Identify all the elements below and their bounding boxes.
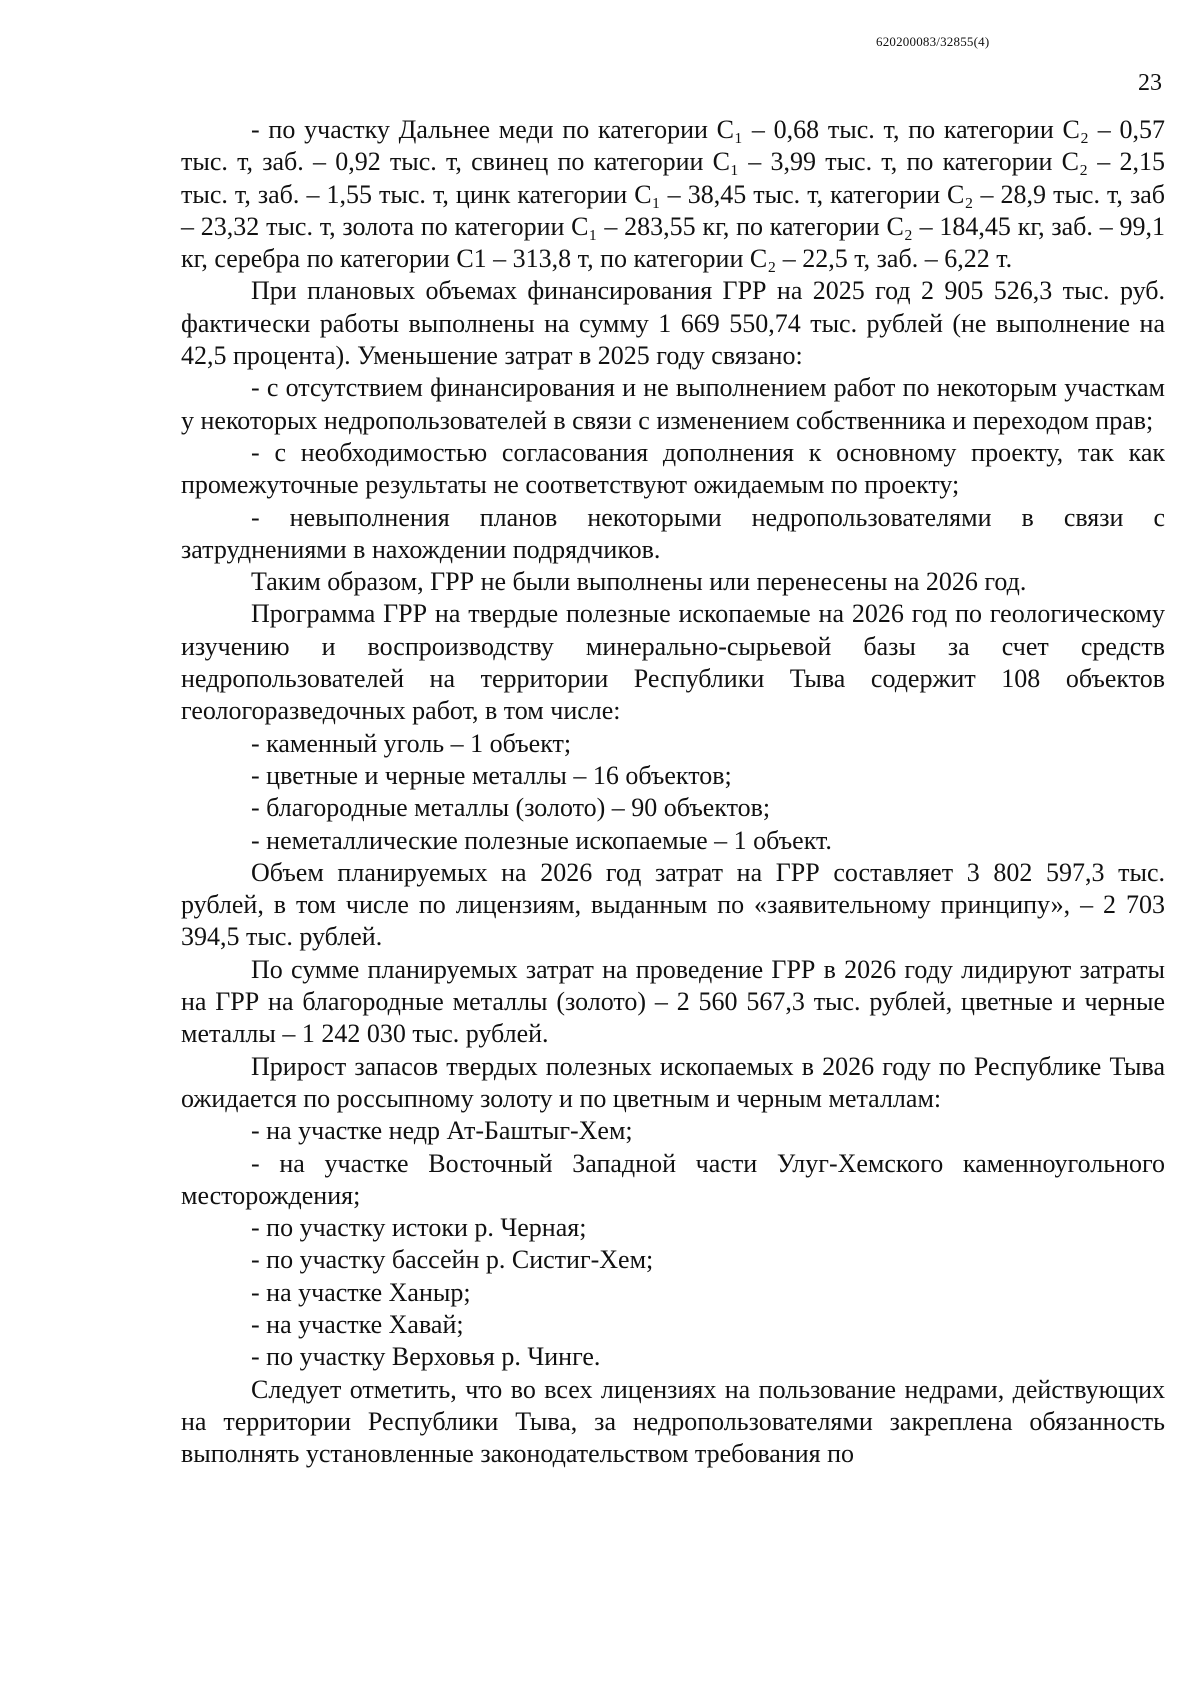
paragraph-reserve-growth: Прирост запасов твердых полезных ископаемых в 2026 году по Республике Тыва ожидается по россыпному золоту и по цветным и черным металлам:	[181, 1051, 1165, 1113]
list-item-ulug-khem: - на участке Восточный Западной части Улуг-Хемского каменноугольного месторождения;	[181, 1148, 1165, 1210]
page-number: 23	[1138, 70, 1162, 96]
list-item-coal: - каменный уголь – 1 объект;	[251, 728, 572, 758]
list-item-chinge: - по участку Верховья р. Чинге.	[251, 1342, 601, 1372]
list-item-at-bashtyg-khem: - на участке недр Ат-Баштыг-Хем;	[251, 1116, 633, 1146]
list-item-khanyr: - на участке Ханыр;	[251, 1277, 471, 1307]
list-item-no-financing: - с отсутствием финансирования и не выполнением работ по некоторым участкам у некоторых недропользователей в связи с изменением собственника и переходом прав;	[181, 373, 1165, 435]
paragraph-program-2026: Программа ГРР на твердые полезные ископаемые на 2026 год по геологическому изучению и воспроизводству минерально-сырьевой базы за счет средств недропользователей на территории Республики Тыва содержит 108 объектов геологоразведочных работ, в том числе:	[181, 599, 1165, 726]
list-item-nonmetallic: - неметаллические полезные ископаемые – 1 объект.	[251, 825, 832, 855]
list-item-contractors: - невыполнения планов некоторыми недропользователями в связи с затруднениями в нахождении подрядчиков.	[181, 502, 1165, 564]
list-item-sistig-khem: - по участку бассейн р. Систиг-Хем;	[251, 1245, 654, 1275]
list-item-gold: - благородные металлы (золото) – 90 объектов;	[251, 793, 771, 823]
paragraph-dalnee-reserves: - по участку Дальнее меди по категории С₁ – 0,68 тыс. т, по категории С₂ – 0,57 тыс. т, заб. – 0,92 тыс. т, свинец по категории С₁ – 3,99 тыс. т, по категории С₂ – 2,15 тыс. т, заб. – 1,55 тыс. т, цинк категории С₁ – 38,45 тыс. т, категории С₂ – 28,9 тыс. т, заб – 23,32 тыс. т, золота по категории С₁ – 283,55 кг, по категории С₂ – 184,45 кг, заб. – 99,1 кг, серебра по категории С1 – 313,8 т, по категории С₂ – 22,5 т, заб. – 6,22 т.	[181, 115, 1165, 274]
document-id: 620200083/32855(4)	[876, 34, 990, 49]
list-item-project-approval: - с необходимостью согласования дополнения к основному проекту, так как промежуточные результаты не соответствуют ожидаемым по проекту;	[181, 437, 1165, 500]
list-item-metals: - цветные и черные металлы – 16 объектов;	[251, 760, 732, 790]
list-item-khavai: - на участке Хавай;	[251, 1309, 464, 1339]
paragraph-planned-costs: Объем планируемых на 2026 год затрат на ГРР составляет 3 802 597,3 тыс. рублей, в том числе по лицензиям, выданным по «заявительному принципу», – 2 703 394,5 тыс. рублей.	[181, 857, 1165, 952]
list-item-chernaya: - по участку истоки р. Черная;	[251, 1213, 587, 1243]
paragraph-cost-leaders: По сумме планируемых затрат на проведение ГРР в 2026 году лидируют затраты на ГРР на благородные металлы (золото) – 2 560 567,3 тыс. рублей, цветные и черные металлы – 1 242 030 тыс. рублей.	[181, 954, 1165, 1049]
paragraph-license-obligations: Следует отметить, что во всех лицензиях на пользование недрами, действующих на территории Республики Тыва, за недропользователями закреплена обязанность выполнять установленные законодательством требования по	[181, 1374, 1165, 1469]
paragraph-postponed: Таким образом, ГРР не были выполнены или перенесены на 2026 год.	[251, 567, 1027, 597]
document-body	[181, 114, 1165, 1470]
paragraph-financing-2025: При плановых объемах финансирования ГРР на 2025 год 2 905 526,3 тыс. руб. фактически работы выполнены на сумму 1 669 550,74 тыс. рублей (не выполнение на 42,5 процента). Уменьшение затрат в 2025 году связано:	[181, 276, 1165, 371]
